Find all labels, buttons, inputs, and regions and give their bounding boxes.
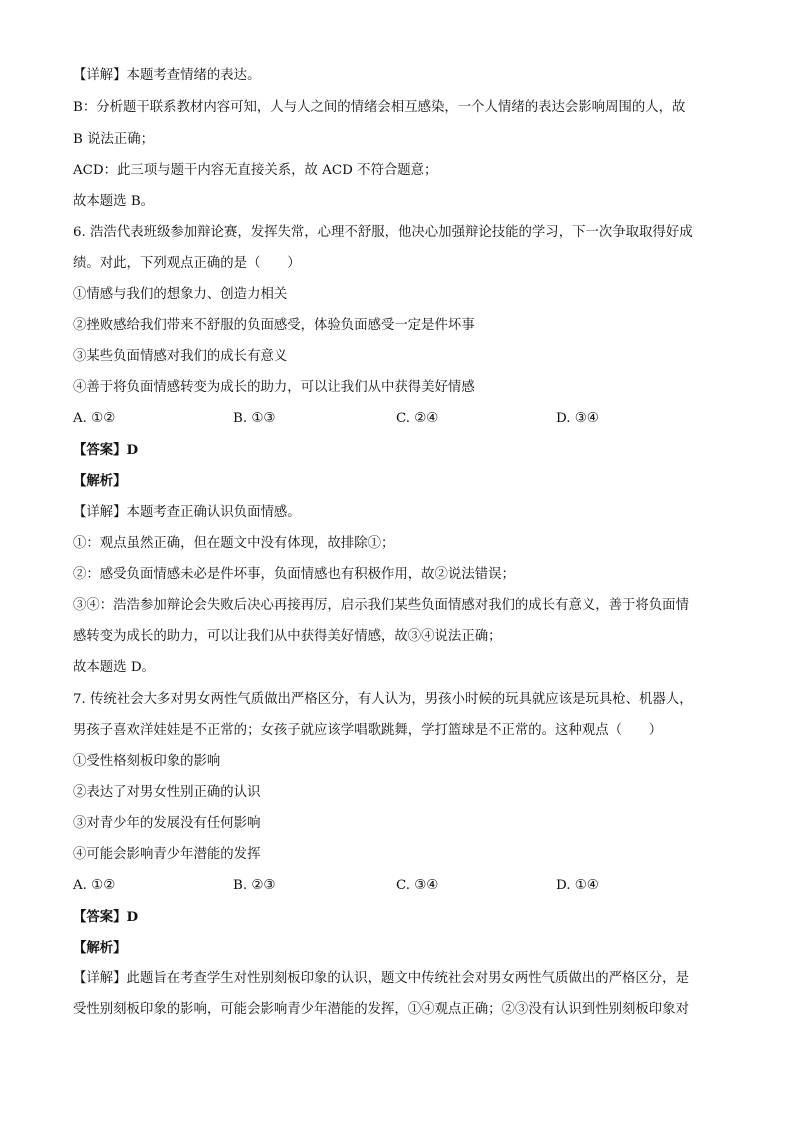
option-d: D. ①④ xyxy=(556,878,599,893)
answer-label: 【答案】D xyxy=(73,442,139,458)
statement-1: ①情感与我们的想象力、创造力相关 xyxy=(73,287,288,302)
option-c: C. ③④ xyxy=(396,878,439,893)
paragraph-line: B 说法正确； xyxy=(73,132,155,147)
conclusion-line: 故本题选 D。 xyxy=(73,660,155,675)
option-b: B. ②③ xyxy=(233,878,276,893)
option-d: D. ③④ xyxy=(556,411,599,426)
question-7-options xyxy=(0,877,794,895)
statement-3: ③对青少年的发展没有任何影响 xyxy=(73,816,261,831)
statement-1: ①受性格刻板印象的影响 xyxy=(73,754,221,769)
conclusion-line: 故本题选 B。 xyxy=(73,194,155,209)
explanation-line: ③④：浩浩参加辩论会失败后决心再接再厉，启示我们某些负面情感对我们的成长有意义，善于将负面情 xyxy=(73,598,689,613)
answer-label: 【答案】D xyxy=(73,909,139,925)
statement-2: ②挫败感给我们带来不舒服的负面感受，体验负面感受一定是件坏事 xyxy=(73,318,475,333)
detail-line: 受性别刻板印象的影响，可能会影响青少年潜能的发挥，①④观点正确；②③没有认识到性别刻板印象对 xyxy=(73,1002,689,1017)
statement-4: ④善于将负面情感转变为成长的助力，可以让我们从中获得美好情感 xyxy=(73,380,475,395)
option-b: B. ①③ xyxy=(233,411,276,426)
detail-line: 【详解】此题旨在考查学生对性别刻板印象的认识，题文中传统社会对男女两性气质做出的严格区分，是 xyxy=(73,971,689,986)
analysis-label: 【解析】 xyxy=(73,473,127,489)
question-6-stem: 绩。对此，下列观点正确的是（ ） xyxy=(73,256,301,271)
paragraph-line: B：分析题干联系教材内容可知，人与人之间的情绪会相互感染，一个人情绪的表达会影响周围的人，故 xyxy=(73,100,686,115)
detail-line: 【详解】本题考查正确认识负面情感。 xyxy=(73,505,301,520)
explanation-line: 感转变为成长的助力，可以让我们从中获得美好情感，故③④说法正确； xyxy=(73,629,502,644)
detail-line: 【详解】本题考查情绪的表达。 xyxy=(73,68,261,83)
explanation-line: ②：感受负面情感未必是件坏事，负面情感也有积极作用，故②说法错误； xyxy=(73,567,515,582)
option-a: A. ①② xyxy=(73,878,116,893)
question-6-options xyxy=(0,410,794,428)
question-6-stem: 6. 浩浩代表班级参加辩论赛，发挥失常，心理不舒服，他决心加强辩论技能的学习，下一次争取取得好成 xyxy=(73,225,693,240)
option-c: C. ②④ xyxy=(396,411,439,426)
statement-4: ④可能会影响青少年潜能的发挥 xyxy=(73,847,261,862)
statement-2: ②表达了对男女性别正确的认识 xyxy=(73,785,261,800)
question-7-stem: 7. 传统社会大多对男女两性气质做出严格区分，有人认为，男孩小时候的玩具就应该是玩具枪、机器人， xyxy=(73,692,693,707)
option-a: A. ①② xyxy=(73,411,116,426)
explanation-line: ①：观点虽然正确，但在题文中没有体现，故排除①； xyxy=(73,536,395,551)
paragraph-line: ACD：此三项与题干内容无直接关系，故 ACD 不符合题意； xyxy=(73,163,438,178)
question-7-stem: 男孩子喜欢洋娃娃是不正常的；女孩子就应该学唱歌跳舞，学打篮球是不正常的。这种观点（ ） xyxy=(73,723,663,738)
statement-3: ③某些负面情感对我们的成长有意义 xyxy=(73,349,288,364)
analysis-label: 【解析】 xyxy=(73,940,127,956)
